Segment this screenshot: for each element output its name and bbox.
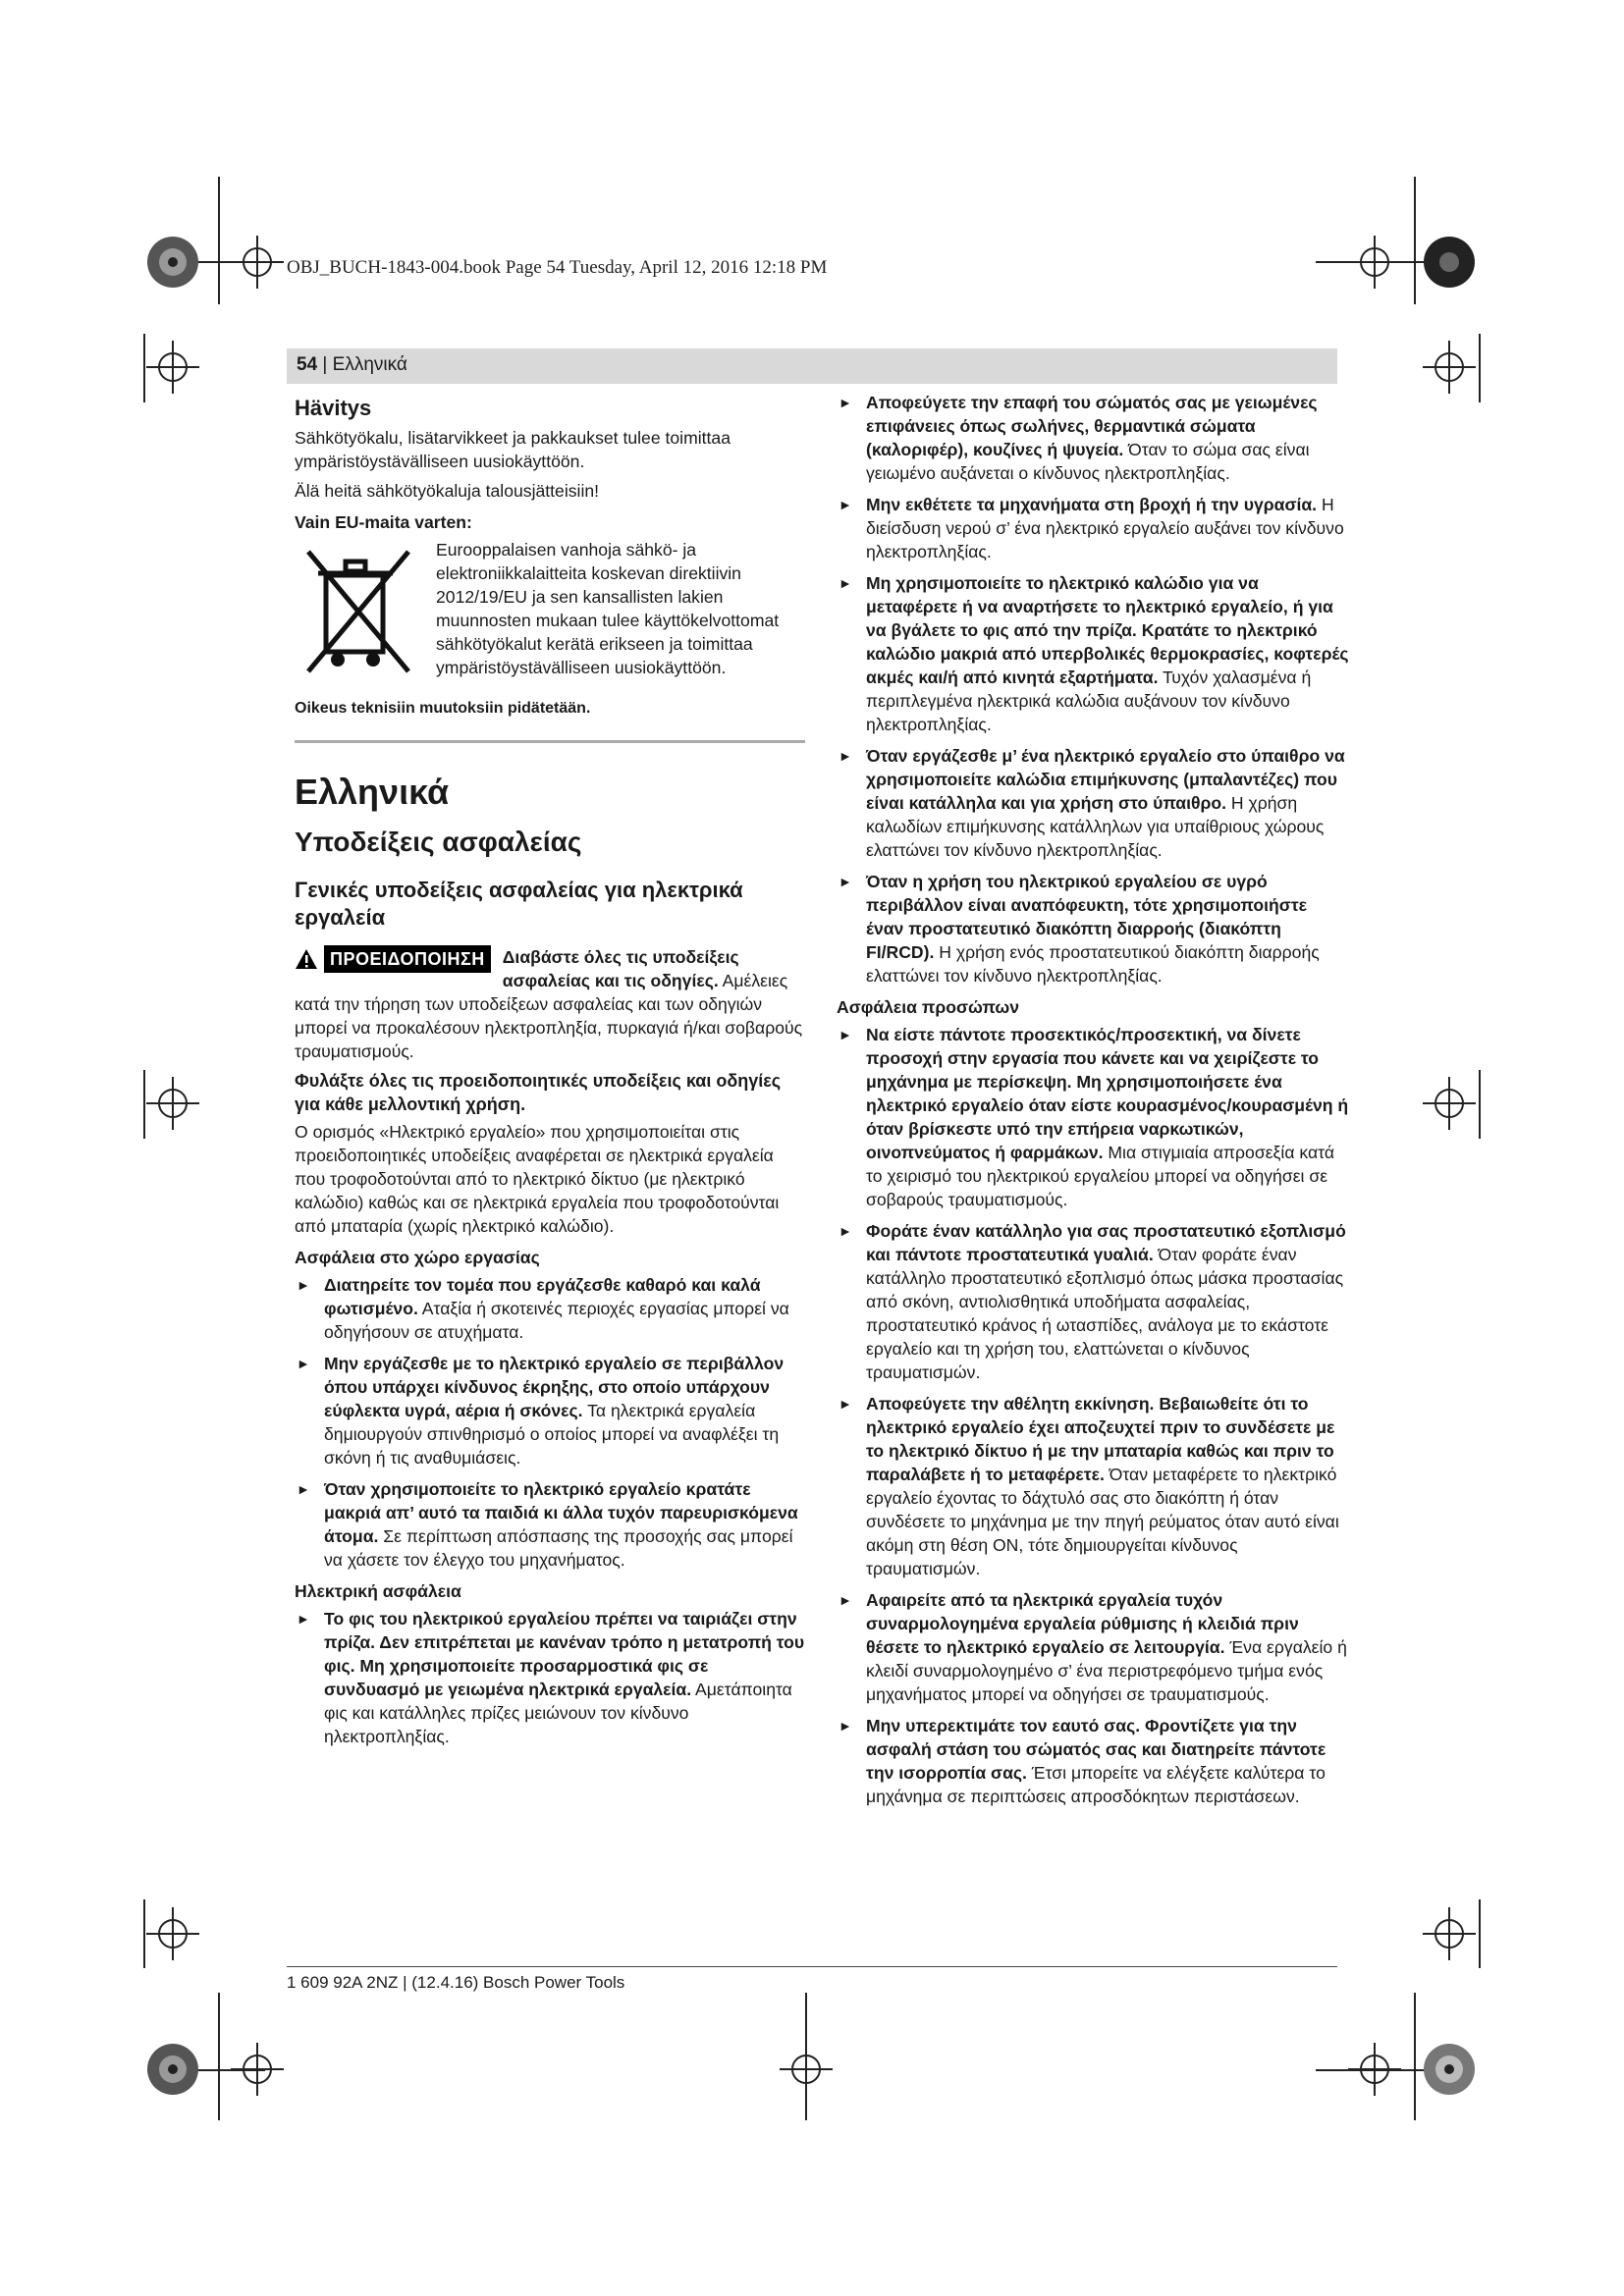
list-item: ► Να είστε πάντοτε προσεκτικός/προσεκτική, να δίνετε προσοχή στην εργασία που κάνετε και να χειρίζεστε το μηχάνημα με περίσκεψη. Μη χρησιμοποιήσετε ένα ηλεκτρικό εργαλείο όταν είστε κουρασμένος/κουρασμένη ή όταν βρίσκεστε υπό την επήρεια ναρκωτικών, οινοπνεύματος ή φαρμάκων. Μια στιγμιαία απροσεξία κατά το χειρισμό του ηλεκτρικού εργαλείου μπορεί να οδηγήσει σε σοβαρούς τραυματισμούς. — [837, 1023, 1349, 1211]
list-item: ► Αφαιρείτε από τα ηλεκτρικά εργαλεία τυχόν συναρμολογημένα εργαλεία ρύθμισης ή κλειδιά πριν θέσετε το ηλεκτρικό εργαλείο σε λειτουργία. Ένα εργαλείο ή κλειδί συναρμολογημένο σ’ ένα περιστρεφόμενο τμήμα ενός μηχανήματος μπορεί να οδηγήσει σε τραυματισμούς. — [837, 1588, 1349, 1706]
warning-badge — [295, 945, 491, 973]
warning-bold: Διαβάστε όλες τις υποδείξεις ασφαλείας και τις οδηγίες. — [502, 947, 739, 990]
page-footer: 1 609 92A 2NZ | (12.4.16) Bosch Power Tools — [287, 1966, 1337, 1993]
list-item: ► Αποφεύγετε την αθέλητη εκκίνηση. Βεβαιωθείτε ότι το ηλεκτρικό εργαλείο έχει αποζευχτεί πριν το συνδέσετε με το ηλεκτρικό δίκτυο ή με την μπαταρία καθώς και πριν το παραλάβετε ή το μεταφέρετε. Όταν μεταφέρετε το ηλεκτρικό εργαλείο έχοντας το δάχτυλό σας στο διακόπτη ή όταν συνδέσετε το μηχάνημα με την πηγή ρεύματος όταν αυτό είναι ακόμη στη θέση ON, τότε δημιουργείται κίνδυνος τραυματισμών. — [837, 1392, 1349, 1580]
fi-eu-heading: Vain EU-maita varten: — [295, 512, 472, 532]
header-separator: | — [317, 354, 333, 375]
warning-block — [295, 945, 805, 1063]
electrical-list-continued — [837, 391, 1349, 988]
page-number: 54 — [297, 354, 318, 375]
list-item: ► Το φις του ηλεκτρικού εργαλείου πρέπει να ταιριάζει στην πρίζα. Δεν επιτρέπεται με κανέναν τρόπο η μετατροπή του φις. Μη χρησιμοποιείτε προσαρμοστικά φις σε συνδυασμό με γειωμένα ηλεκτρικά εργαλεία. Αμετάποιητα φις και κατάλληλες πρίζες μειώνουν τον κίνδυνο ηλεκτροπληξίας. — [295, 1607, 805, 1748]
warning-label: ΠΡΟΕΙΔΟΠΟΙΗΣΗ — [324, 945, 491, 973]
header-language: Ελληνικά — [332, 354, 407, 375]
language-title: Ελληνικά — [295, 772, 450, 812]
fi-paragraph: Älä heitä sähkötyökaluja talousjätteisiin! — [295, 481, 600, 501]
page-header — [287, 348, 1337, 384]
list-item: ► Όταν η χρήση του ηλεκτρικού εργαλείου σε υγρό περιβάλλον είναι αναπόφευκτη, τότε χρησιμοποιήστε έναν προστατευτικό διακόπτη διαρροής (διακόπτη FI/RCD). Η χρήση ενός προστατευτικού διακόπτη διαρροής ελαττώνει τον κίνδυνο ηλεκτροπληξίας. — [837, 870, 1349, 988]
list-item: ► Όταν χρησιμοποιείτε το ηλεκτρικό εργαλείο κρατάτε μακριά απ’ αυτό τα παιδιά κι άλλα τυχόν παρευρισκόμενα άτομα. Σε περίπτωση απόσπασης της προσοχής σας μπορεί να χάσετε τον έλεγχο του μηχανήματος. — [295, 1477, 805, 1572]
weee-text: Eurooppalaisen vanhoja sähkö- ja elektroniikkalaitteita koskevan direktiivin 2012/19/EU ja sen kansallisten lakien muunnosten mukaan tulee käyttökelvottomat sähkötyökalut kerätä erikseen ja toimittaa ympäristöystävälliseen uusiokäyttöön. — [436, 540, 780, 677]
keep-instructions-heading: Φυλάξτε όλες τις προειδοποιητικές υποδείξεις και οδηγίες για κάθε μελλοντική χρήση. — [295, 1071, 782, 1114]
weee-crossed-bin-icon — [295, 538, 422, 685]
print-info: OBJ_BUCH-1843-004.book Page 54 Tuesday, April 12, 2016 12:18 PM — [287, 257, 828, 278]
list-item: ► Μη χρησιμοποιείτε το ηλεκτρικό καλώδιο για να μεταφέρετε ή να αναρτήσετε το ηλεκτρικό εργαλείο, ή για να βγάλετε το φις από την πρίζα. Κρατάτε το ηλεκτρικό καλώδιο μακριά από υπερβολικές θερμοκρασίες, κοφτερές ακμές και/ή από κινητά εξαρτήματα. Τυχόν χαλασμένα ή περιπλεγμένα ηλεκτρικά καλώδια αυξάνουν τον κίνδυνο ηλεκτροπληξίας. — [837, 571, 1349, 736]
work-area-list — [295, 1273, 805, 1572]
list-item: ► Μην εκθέτετε τα μηχανήματα στη βροχή ή την υγρασία. Η διείσδυση νερού σ’ ένα ηλεκτρικό εργαλείο αυξάνει τον κίνδυνο ηλεκτροπληξίας. — [837, 493, 1349, 563]
personal-list — [837, 1023, 1349, 1808]
list-item: ► Διατηρείτε τον τομέα που εργάζεσθε καθαρό και καλά φωτισμένο. Αταξία ή σκοτεινές περιοχές εργασίας μπορεί να οδηγήσουν σε ατυχήματα. — [295, 1273, 805, 1344]
list-item: ► Μην υπερεκτιμάτε τον εαυτό σας. Φροντίζετε για την ασφαλή στάση του σώματός σας και διατηρείτε πάντοτε την ισορροπία σας. Έτσι μπορείτε να ελέγξετε καλύτερα το μηχάνημα σε περιπτώσεις απροσδόκητων περιστάσεων. — [837, 1714, 1349, 1808]
fi-note: Oikeus teknisiin muutoksiin pidätetään. — [295, 700, 591, 717]
personal-safety-heading: Ασφάλεια προσώπων — [837, 997, 1020, 1017]
list-item: ► Αποφεύγετε την επαφή του σώματός σας με γειωμένες επιφάνειες όπως σωλήνες, θερμαντικά σώματα (καλοριφέρ), κουζίνες ή ψυγεία. Όταν το σώμα σας είναι γειωμένο αυξάνεται ο κίνδυνος ηλεκτροπληξίας. — [837, 391, 1349, 485]
fi-paragraph: Sähkötyökalu, lisätarvikkeet ja pakkaukset tulee toimittaa ympäristöystävälliseen uusiokäyttöön. — [295, 428, 731, 471]
electrical-safety-heading: Ηλεκτρική ασφάλεια — [295, 1581, 461, 1601]
fi-heading: Hävitys — [295, 396, 372, 420]
list-item: ► Μην εργάζεσθε με το ηλεκτρικό εργαλείο σε περιβάλλον όπου υπάρχει κίνδυνος έκρηξης, στο οποίο υπάρχουν εύφλεκτα υγρά, αέρια ή σκόνες. Τα ηλεκτρικά εργαλεία δημιουργούν σπινθηρισμό ο οποίος μπορεί να αναφλέξει τη σκόνη ή τις αναθυμιάσεις. — [295, 1352, 805, 1469]
right-column — [837, 391, 1349, 1816]
general-safety-heading: Γενικές υποδείξεις ασφαλείας για ηλεκτρικά εργαλεία — [295, 878, 743, 930]
electrical-list — [295, 1607, 805, 1748]
section-divider — [295, 740, 805, 743]
list-item: ► Όταν εργάζεσθε μ’ ένα ηλεκτρικό εργαλείο στο ύπαιθρο να χρησιμοποιείτε καλώδια επιμήκυνσης (μπαλαντέζες) που είναι κατάλληλα και για χρήση στο ύπαιθρο. Η χρήση καλωδίων επιμήκυνσης κατάλληλων για υπαίθριους χώρους ελαττώνει τον κίνδυνο ηλεκτροπληξίας. — [837, 744, 1349, 862]
safety-title: Υποδείξεις ασφαλείας — [295, 827, 582, 857]
work-area-heading: Ασφάλεια στο χώρο εργασίας — [295, 1248, 540, 1267]
definition-paragraph: Ο ορισμός «Ηλεκτρικό εργαλείο» που χρησιμοποιείται στις προειδοποιητικές υποδείξεις αναφέρεται σε ηλεκτρικά εργαλεία που τροφοδοτούνται από το ηλεκτρικό δίκτυο (με ηλεκτρικό καλώδιο) καθώς και σε ηλεκτρικά εργαλεία που τροφοδοτούνται από μπαταρία (χωρίς ηλεκτρικό καλώδιο). — [295, 1122, 780, 1236]
warning-text: Αμέλειες κατά την τήρηση των υποδείξεων ασφαλείας και των οδηγιών μπορεί να προκαλέσουν ηλεκτροπληξία, πυρκαγιά ή/και σοβαρούς τραυματισμούς. — [295, 971, 803, 1061]
list-item: ► Φοράτε έναν κατάλληλο για σας προστατευτικό εξοπλισμό και πάντοτε προστατευτικά γυαλιά. Όταν φοράτε έναν κατάλληλο προστατευτικό εξοπλισμό όπως μάσκα προστασίας από σκόνη, αντιολισθητικά υποδήματα ασφαλείας, προστατευτικό κράνος ή ωτασπίδες, ανάλογα με το εκάστοτε εργαλείο και τη χρήση του, ελαττώνεται ο κίνδυνος τραυματισμών. — [837, 1219, 1349, 1384]
warning-triangle-icon — [295, 948, 318, 970]
left-column — [295, 391, 805, 1756]
